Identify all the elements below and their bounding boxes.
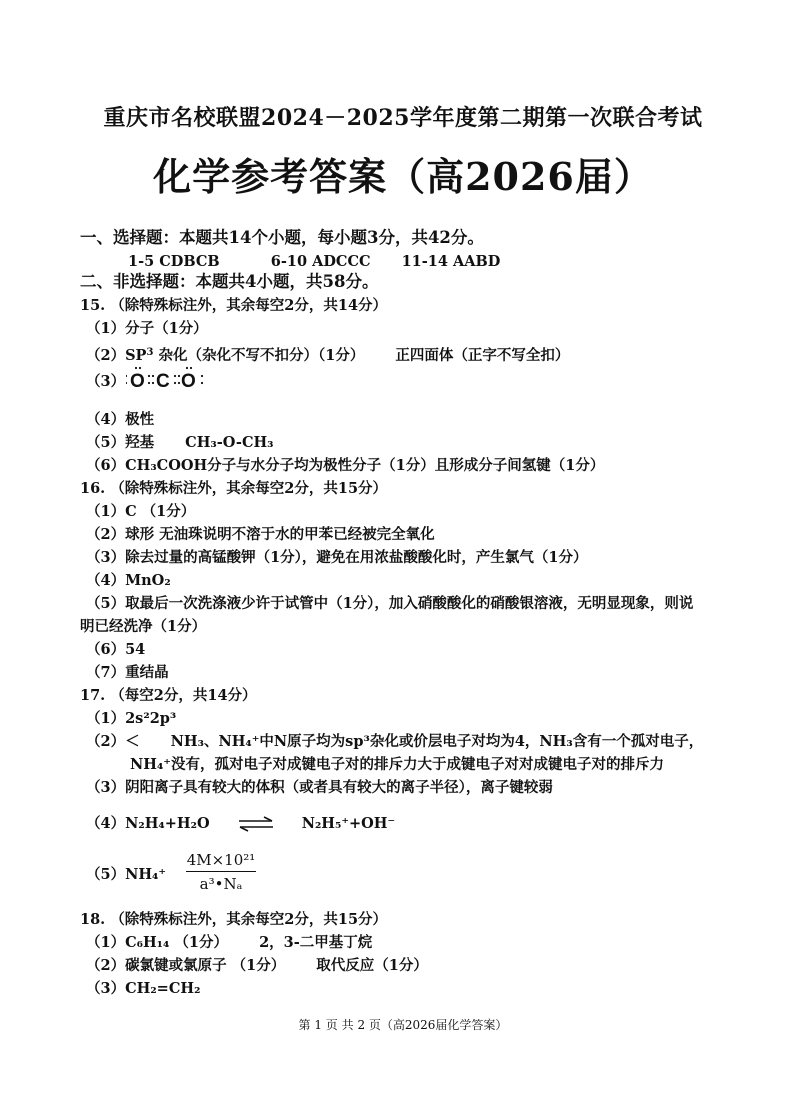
mc-answers-6-10: 6-10 ADCCC (270, 253, 371, 270)
q17-answer-3: （3）阴阳离子具有较大的体积（或者具有较大的离子半径），离子键较弱 (86, 779, 553, 796)
q17-answer-2 (86, 732, 703, 752)
mc-answers-1-5: 1-5 CDBCB (128, 253, 220, 270)
q15-answer-3 (86, 370, 196, 392)
q15-answer-5-group: （5）羟基 (86, 434, 155, 451)
q15-answer-3-label: （3） (86, 373, 126, 390)
q15-heading: 15. （除特殊标注外，其余每空2分，共14分） (80, 297, 388, 314)
svg-text:O: O (130, 371, 145, 392)
q16-answer-1: （1）C （1分） (86, 503, 196, 520)
answer-key-title: 化学参考答案（高2026届） (153, 154, 653, 199)
q15-answer-2-pre: （2）SP (86, 347, 147, 364)
mc-answers-11-14: 11-14 AABD (401, 253, 501, 270)
q17-answer-1: （1）2s²2p³ (86, 710, 177, 727)
q18-answer-3: （3）CH₂=CH₂ (86, 980, 201, 997)
q16-answer-3: （3）除去过量的高锰酸钾（1分），避免在用浓盐酸酸化时，产生氯气（1分） (86, 549, 588, 566)
q15-answer-2-post: 杂化（杂化不写不扣分）（1分） (153, 347, 365, 364)
q16-answer-4: （4）MnO₂ (86, 572, 171, 589)
q15-answer-6: （6）CH₃COOH分子与水分子均为极性分子（1分）且形成分子间氢键（1分） (86, 457, 605, 474)
q15-answer-5-isomer: CH₃-O-CH₃ (185, 434, 274, 451)
q17-answer-4 (86, 814, 395, 834)
q17-heading: 17. （每空2分，共14分） (80, 687, 257, 704)
q17-answer-4-products: N₂H₅⁺+OH⁻ (301, 815, 396, 832)
q15-answer-2-shape: 正四面体（正字不写全扣） (395, 347, 570, 364)
q15-answer-2-sup: 3 (146, 347, 154, 358)
q17-answer-5-density-formula (186, 851, 256, 893)
q18-answer-2 (86, 956, 428, 976)
equilibrium-arrow-icon (237, 816, 275, 832)
q15-answer-5 (86, 433, 274, 453)
exam-title: 重庆市名校联盟2024－2025学年度第二期第一次联合考试 (103, 105, 703, 131)
svg-text:C: C (156, 371, 170, 392)
q18-answer-2-reaction: 取代反应（1分） (316, 957, 428, 974)
q15-answer-1: （1）分子（1分） (86, 320, 208, 337)
q16-heading: 16. （除特殊标注外，其余每空2分，共15分） (80, 480, 388, 497)
mc-answers (128, 252, 500, 272)
q16-answer-5: （5）取最后一次洗涤液少许于试管中（1分），加入硝酸酸化的硝酸银溶液，无明显现象，则说 (86, 595, 694, 612)
q17-answer-2-label: （2）＜ (86, 733, 140, 750)
co2-lewis-structure-icon (126, 362, 206, 396)
q16-answer-6: （6）54 (86, 641, 146, 658)
q16-answer-5-continued: 明已经洗净（1分） (80, 618, 207, 635)
section2-heading: 二、非选择题：本题共4小题，共58分。 (80, 272, 379, 291)
q18-answer-1 (86, 933, 372, 953)
q18-answer-2-group: （2）碳氯键或氯原子 （1分） (86, 957, 286, 974)
page-footer: 第 1 页 共 2 页（高2026届化学答案） (298, 1018, 508, 1032)
q16-answer-2: （2）球形 无油珠说明不溶于水的甲苯已经被完全氧化 (86, 526, 435, 543)
formula-numerator: 4M×10²¹ (186, 851, 256, 872)
formula-denominator: a³•Nₐ (199, 875, 243, 893)
q17-answer-2-continued: NH₄⁺没有，孤对电子对成键电子对的排斥力大于成键电子对对成键电子对的排斥力 (130, 756, 664, 773)
q18-answer-1-formula: （1）C₆H₁₄ （1分） (86, 934, 229, 951)
q17-answer-5-label: （5）NH₄⁺ (86, 866, 167, 883)
q18-heading: 18. （除特殊标注外，其余每空2分，共15分） (80, 911, 388, 928)
q15-answer-4: （4）极性 (86, 411, 155, 428)
q17-answer-2-text: NH₃、NH₄⁺中N原子均为sp³杂化或价层电子对均为4，NH₃含有一个孤对电子， (170, 733, 704, 750)
q17-answer-4-reactants: （4）N₂H₄+H₂O (86, 815, 210, 832)
q18-answer-1-name: 2，3-二甲基丁烷 (259, 934, 373, 951)
svg-text:O: O (181, 371, 196, 392)
q16-answer-7: （7）重结晶 (86, 664, 169, 681)
section1-heading: 一、选择题：本题共14个小题，每小题3分，共42分。 (80, 228, 484, 247)
